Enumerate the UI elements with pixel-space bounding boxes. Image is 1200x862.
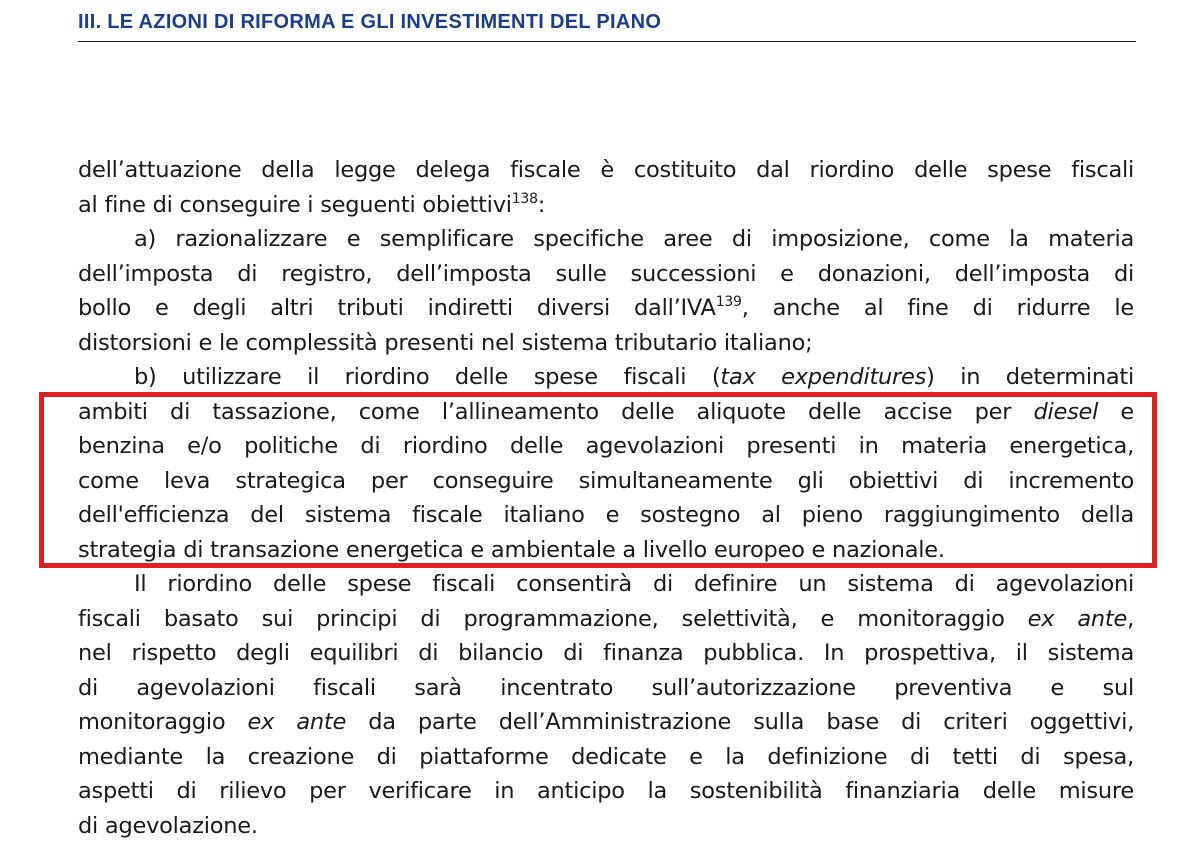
text-span: b) utilizzare il riordino delle spese fiscali ( xyxy=(134,364,721,390)
text-line: benzina e/o politiche di riordino delle agevolazioni presenti in materia energetica, xyxy=(78,433,1134,459)
text-line xyxy=(78,602,1134,637)
text-span: , anche al fine di ridurre le xyxy=(741,295,1134,321)
text-line: come leva strategica per conseguire simultaneamente gli obiettivi di incremento xyxy=(78,467,1134,494)
page-header xyxy=(78,8,1136,42)
text-line: mediante la creazione di piattaforme dedicate e la definizione di tetti di spesa, xyxy=(78,743,1134,770)
text-line xyxy=(78,188,1134,223)
text-line: di agevolazioni fiscali sarà incentrato sull’autorizzazione preventiva e sul xyxy=(78,674,1134,701)
document-body xyxy=(78,153,1134,843)
italic-term: ex ante xyxy=(247,709,347,735)
text-line: a) razionalizzare e semplificare specifiche aree di imposizione, come la materia xyxy=(134,226,1134,252)
italic-term: ex ante xyxy=(1027,605,1128,632)
text-line: dell'efficienza del sistema fiscale italiano e sostegno al pieno raggiungimento della xyxy=(78,502,1134,528)
text-line xyxy=(78,705,1134,740)
text-span: ) in determinati xyxy=(926,364,1134,390)
text-span: ambiti di tassazione, come l’allineamento delle aliquote delle accise per xyxy=(78,398,1034,425)
italic-term: diesel xyxy=(1033,398,1099,425)
closing-paragraph xyxy=(78,567,1134,843)
section-title: III. LE AZIONI DI RIFORMA E GLI INVESTIMENTI DEL PIANO xyxy=(78,11,662,33)
italic-term: tax expenditures xyxy=(720,364,927,390)
text-line: strategia di transazione energetica e ambientale a livello europeo e nazionale. xyxy=(78,536,945,563)
text-line: Il riordino delle spese fiscali consentirà di definire un sistema di agevolazioni xyxy=(134,571,1134,597)
text-line: distorsioni e le complessità presenti nel sistema tributario italiano; xyxy=(78,329,813,356)
text-span: da parte dell’Amministrazione sulla base di criteri oggettivi, xyxy=(346,709,1134,735)
text-line xyxy=(78,395,1134,430)
text-span: e xyxy=(1098,398,1134,425)
text-span: , xyxy=(1127,605,1134,632)
item-a-paragraph xyxy=(78,222,1134,360)
text-span: : xyxy=(537,191,546,218)
footnote-ref-139: 139 xyxy=(715,294,742,310)
intro-paragraph xyxy=(78,153,1134,222)
text-line xyxy=(78,291,1134,326)
text-line: aspetti di rilievo per verificare in anticipo la sostenibilità finanziaria delle misure xyxy=(78,778,1134,804)
text-span: al fine di conseguire i seguenti obiettivi xyxy=(78,191,512,218)
text-span: monitoraggio xyxy=(78,709,248,735)
text-line: nel rispetto degli equilibri di bilancio di finanza pubblica. In prospettiva, il sistema xyxy=(78,640,1134,666)
footnote-ref-138: 138 xyxy=(511,190,538,207)
text-line: dell’imposta di registro, dell’imposta sulle successioni e donazioni, dell’imposta di xyxy=(78,260,1134,287)
text-span: bollo e degli altri tributi indiretti diversi dall’IVA xyxy=(78,295,716,321)
text-line: di agevolazione. xyxy=(78,812,258,839)
text-span: fiscali basato sui principi di programmazione, selettività, e monitoraggio xyxy=(78,605,1028,632)
text-line: dell’attuazione della legge delega fiscale è costituito dal riordino delle spese fiscali xyxy=(78,157,1134,183)
item-b-paragraph xyxy=(78,360,1134,567)
text-line xyxy=(78,360,1134,395)
